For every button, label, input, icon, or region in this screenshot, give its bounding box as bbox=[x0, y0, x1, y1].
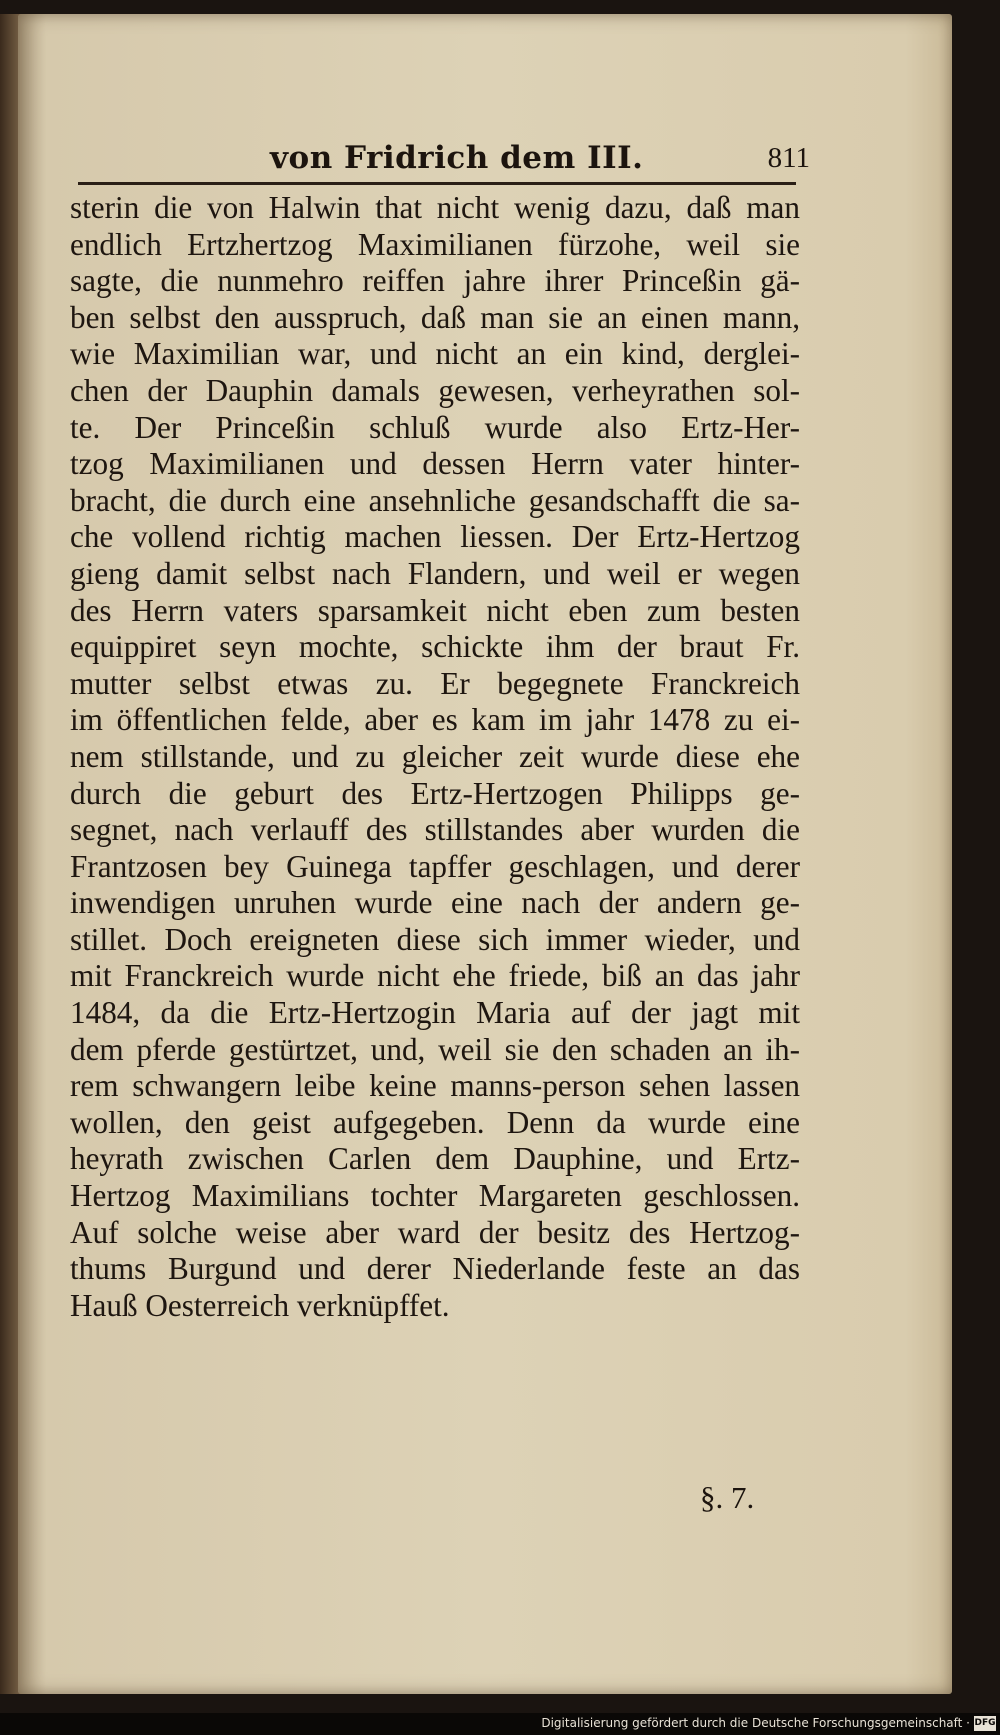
text-line: mit Franckreich wurde nicht ehe friede, biß an das jahr bbox=[70, 958, 800, 994]
text-line: Hauß Oesterreich verknüpffet. bbox=[70, 1287, 450, 1323]
text-line: wollen, den geist aufgegeben. Denn da wurde eine bbox=[70, 1104, 800, 1140]
text-line: gieng damit selbst nach Flandern, und weil er wegen bbox=[70, 555, 800, 591]
text-line: heyrath zwischen Carlen dem Dauphine, und Ertz- bbox=[70, 1141, 800, 1177]
text-line: sterin die von Halwin that nicht wenig dazu, daß man bbox=[70, 190, 800, 225]
text-line: Auf solche weise aber ward der besitz des Hertzog- bbox=[70, 1214, 800, 1250]
text-line: nem stillstande, und zu gleicher zeit wurde diese ehe bbox=[70, 738, 800, 774]
text-line: stillet. Doch ereigneten diese sich immer wieder, und bbox=[70, 921, 800, 957]
header-rule bbox=[78, 182, 796, 185]
text-line: sagte, die nunmehro reiffen jahre ihrer Princeßin gä- bbox=[70, 263, 800, 299]
catchword: §. 7. bbox=[700, 1480, 755, 1515]
footer-bar bbox=[0, 1713, 1000, 1735]
running-title: von Fridrich dem III. bbox=[270, 140, 644, 176]
text-line: wie Maximilian war, und nicht an ein kind, derglei- bbox=[70, 336, 800, 372]
text-line: Hertzog Maximilians tochter Margareten geschlossen. bbox=[70, 1178, 800, 1214]
text-line: te. Der Princeßin schluß wurde also Ertz-Her- bbox=[70, 409, 800, 445]
text-line: inwendigen unruhen wurde eine nach der andern ge- bbox=[70, 885, 800, 921]
text-line: des Herrn vaters sparsamkeit nicht eben zum besten bbox=[70, 592, 800, 628]
page-number: 811 bbox=[767, 142, 810, 174]
text-line: dem pferde gestürtzet, und, weil sie den schaden an ih- bbox=[70, 1031, 800, 1067]
text-line: 1484, da die Ertz-Hertzogin Maria auf der jagt mit bbox=[70, 995, 800, 1031]
text-line: equippiret seyn mochte, schickte ihm der braut Fr. bbox=[70, 629, 800, 665]
text-line: tzog Maximilianen und dessen Herrn vater hinter- bbox=[70, 446, 800, 482]
body-text bbox=[70, 190, 800, 1324]
text-line: Frantzosen bey Guinega tapffer geschlagen, und derer bbox=[70, 848, 800, 884]
dfg-logo: DFG bbox=[974, 1716, 996, 1731]
text-line: che vollend richtig machen liessen. Der Ertz-Hertzog bbox=[70, 519, 800, 555]
text-line: rem schwangern leibe keine manns-person sehen lassen bbox=[70, 1068, 800, 1104]
text-line: ben selbst den ausspruch, daß man sie an einen mann, bbox=[70, 299, 800, 335]
text-line: chen der Dauphin damals gewesen, verheyrathen sol- bbox=[70, 372, 800, 408]
text-line: mutter selbst etwas zu. Er begegnete Franckreich bbox=[70, 665, 800, 701]
text-line: im öffentlichen felde, aber es kam im jahr 1478 zu ei- bbox=[70, 702, 800, 738]
page-header bbox=[80, 140, 810, 180]
text-line: durch die geburt des Ertz-Hertzogen Philipps ge- bbox=[70, 775, 800, 811]
footer-credit: Digitalisierung gefördert durch die Deutsche Forschungsgemeinschaft · bbox=[541, 1716, 970, 1730]
text-line: segnet, nach verlauff des stillstandes aber wurden die bbox=[70, 812, 800, 848]
text-line: thums Burgund und derer Niederlande feste an das bbox=[70, 1251, 800, 1287]
text-line: endlich Ertzhertzog Maximilianen fürzohe, weil sie bbox=[70, 226, 800, 262]
text-line: bracht, die durch eine ansehnliche gesandschafft die sa- bbox=[70, 482, 800, 518]
